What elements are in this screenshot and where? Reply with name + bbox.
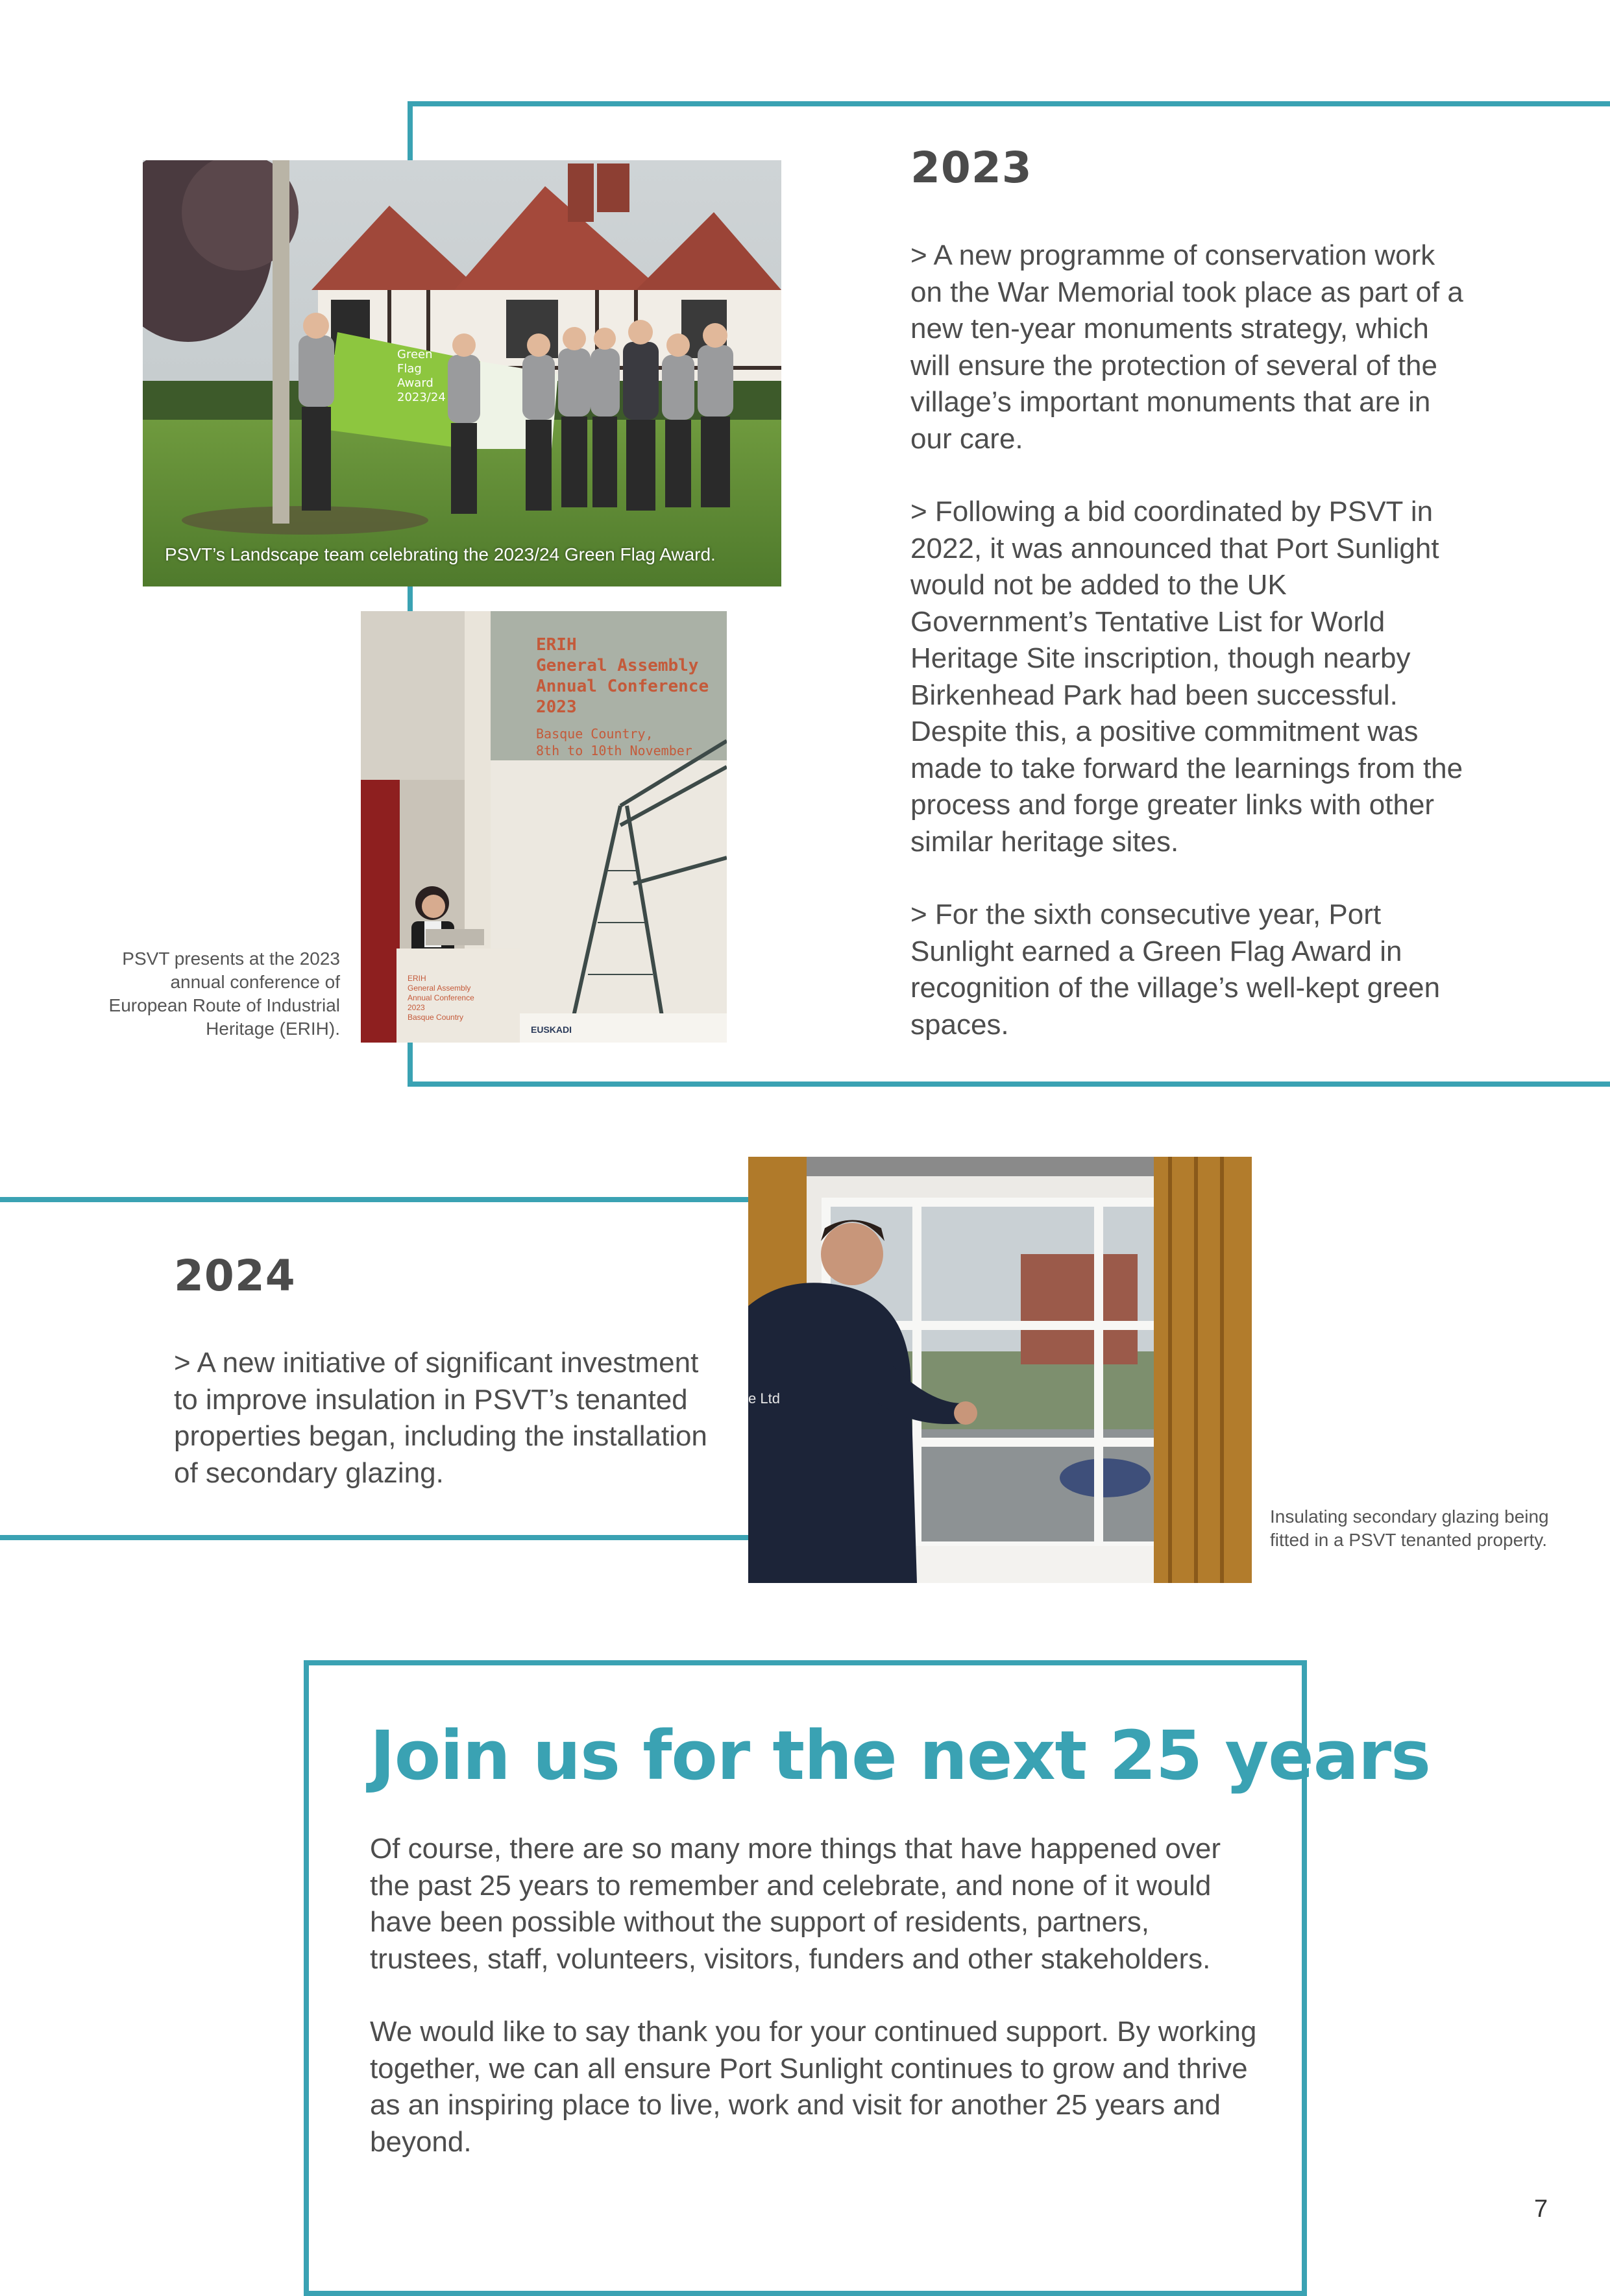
banner-line: 8th to 10th November	[536, 743, 692, 758]
cta-title: Join us for the next 25 years	[370, 1716, 1431, 1795]
frame-2023-bottom	[408, 1082, 1610, 1087]
glazing-photo-caption: Insulating secondary glazing being fitted in a PSVT tenanted property.	[1270, 1506, 1549, 1550]
landscape-team-photo	[143, 160, 781, 586]
lectern-text: 2023	[408, 1003, 425, 1012]
banner-line: Annual Conference	[536, 677, 709, 696]
flag-text-line: 2023/24	[397, 391, 446, 404]
erih-conference-photo	[361, 611, 727, 1043]
year-2023-heading: 2023	[910, 143, 1032, 193]
landscape-photo-caption: PSVT’s Landscape team celebrating the 2023/24 Green Flag Award.	[165, 544, 716, 564]
section-2024-text	[174, 1345, 713, 1528]
lectern-text: ERIH	[408, 974, 426, 983]
hoodie-logo-text: e Ltd	[748, 1390, 780, 1407]
cta-paragraph-1: Of course, there are so many more things that have happened over the past 25 years to remember and celebrate, and none of it would have been possible without the support of residents, partners, trustees, staff, volunteers, visitors, funders and other stakeholders.	[370, 1833, 1221, 1975]
paragraph-2024-1: > A new initiative of significant investment to improve insulation in PSVT’s tenanted properties began, including the installation of secondary glazing.	[174, 1347, 707, 1489]
banner-line: ERIH	[536, 635, 577, 655]
erih-photo-caption: PSVT presents at the 2023 annual conference of European Route of Industrial Heritage (ERIH).	[108, 949, 340, 1039]
year-2024-heading: 2024	[174, 1251, 296, 1301]
banner-line: 2023	[536, 697, 577, 717]
flag-text-line: Flag	[397, 362, 422, 376]
page-number: 7	[1534, 2195, 1548, 2223]
cta-paragraph-2: We would like to say thank you for your continued support. By working together, we can all ensure Port Sunlight continues to grow and thrive as an inspiring place to live, work and visit for another 25 years and beyond.	[370, 2016, 1257, 2158]
flag-text-line: Award	[397, 376, 433, 390]
sponsor-logo: EUSKADI	[531, 1024, 572, 1035]
lectern-text: Basque Country	[408, 1013, 464, 1022]
paragraph-2023-3: > For the sixth consecutive year, Port Sunlight earned a Green Flag Award in recognition of the village’s well-kept green spaces.	[910, 899, 1441, 1041]
secondary-glazing-photo	[748, 1157, 1252, 1583]
lectern-text: General Assembly	[408, 984, 471, 993]
banner-line: General Assembly	[536, 656, 699, 675]
banner-line: Basque Country,	[536, 726, 653, 742]
paragraph-2023-2: > Following a bid coordinated by PSVT in 2022, it was announced that Port Sunlight would not be added to the UK Government’s Tentative List for World Heritage Site inscription, though nearby Birkenhead Park had been successful. Despite this, a positive commitment was made to take forward the learnings from the process and forge greater links with other similar heritage sites.	[910, 496, 1463, 858]
cta-text	[370, 1831, 1265, 2197]
frame-2023-top	[408, 101, 1610, 106]
section-2023-text	[910, 237, 1469, 1080]
lectern-text: Annual Conference	[408, 993, 474, 1002]
frame-2024-bottom	[0, 1535, 748, 1540]
frame-2024-top	[0, 1197, 748, 1202]
paragraph-2023-1: > A new programme of conservation work on the War Memorial took place as part of a new ten-year monuments strategy, which will ensure the protection of several of the village’s important monuments that are in our care.	[910, 239, 1463, 455]
flag-text-line: Green	[397, 348, 433, 361]
